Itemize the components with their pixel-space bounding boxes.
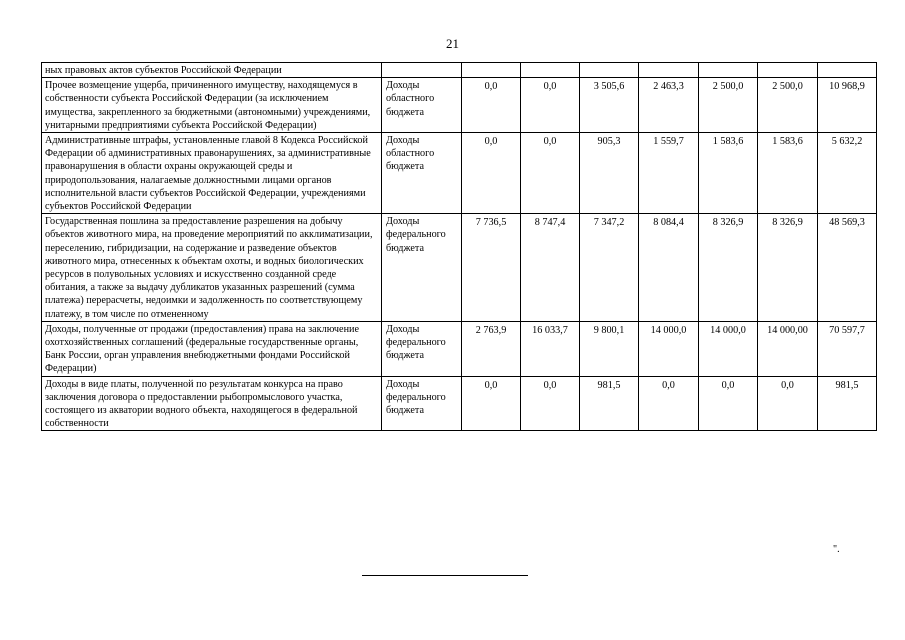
page-number: 21	[446, 36, 459, 51]
row-value: 0,0	[758, 376, 818, 431]
row-value: 8 326,9	[758, 214, 818, 322]
row-value: 905,3	[580, 133, 639, 214]
row-value: 7 736,5	[462, 214, 521, 322]
row-value: 0,0	[639, 376, 699, 431]
row-value: 0,0	[462, 133, 521, 214]
row-value: 1 559,7	[639, 133, 699, 214]
empty-cell	[758, 63, 818, 78]
row-source: Доходы федерального бюджета	[382, 321, 462, 376]
row-source: Доходы федерального бюджета	[382, 214, 462, 322]
revenue-table	[41, 62, 877, 431]
row-value: 14 000,0	[699, 321, 758, 376]
row-value: 3 505,6	[580, 78, 639, 133]
row-total: 10 968,9	[818, 78, 877, 133]
row-description: Административные штрафы, установленные главой 8 Кодекса Российской Федерации об административных правонарушениях, за административные правонарушения в области охраны окружающей среды и природопользования, налагаемые должностными лицами органов исполнительной власти субъектов Российской Федерации, учреждениями субъектов Российской Федерации	[42, 133, 382, 214]
row-description: Доходы в виде платы, полученной по результатам конкурса на право заключения договора о предоставлении рыбопромыслового участка, состоящего из акватории водного объекта, находящегося в федеральной собственности	[42, 376, 382, 431]
row-value: 1 583,6	[758, 133, 818, 214]
table-row	[42, 78, 877, 133]
empty-cell	[382, 63, 462, 78]
row-description: Государственная пошлина за предоставление разрешения на добычу объектов животного мира, на проведение мероприятий по акклиматизации, переселению, гибридизации, на содержание и разведение объектов животного мира, отнесенных к объектам охоты, и водных биологических ресурсов в полувольных условиях и искусственно созданной среде обитания, а также за выдачу дубликатов указанных разрешений (сумма платежа) перерасчеты, недоимки и задолженность по соответствующему платежу, в том числе по отмененному	[42, 214, 382, 322]
row-source: Доходы областного бюджета	[382, 133, 462, 214]
empty-cell	[818, 63, 877, 78]
row-value: 2 463,3	[639, 78, 699, 133]
row-value: 8 747,4	[521, 214, 580, 322]
row-source: Доходы федерального бюджета	[382, 376, 462, 431]
row-description: Прочее возмещение ущерба, причиненного имуществу, находящемуся в собственности субъекта Российской Федерации (за исключением имущества, закрепленного за бюджетными (автономными) учреждениями, унитарными предприятиями субъекта Российской Федерации)	[42, 78, 382, 133]
row-value: 14 000,00	[758, 321, 818, 376]
row-value: 981,5	[580, 376, 639, 431]
row-total: 70 597,7	[818, 321, 877, 376]
closing-quote-mark: ".	[833, 544, 840, 555]
empty-cell	[699, 63, 758, 78]
row-total: 48 569,3	[818, 214, 877, 322]
row-value: 14 000,0	[639, 321, 699, 376]
table-row	[42, 376, 877, 431]
table-row	[42, 321, 877, 376]
row-value: 7 347,2	[580, 214, 639, 322]
table-row	[42, 133, 877, 214]
row-value: 0,0	[462, 376, 521, 431]
row-value: 16 033,7	[521, 321, 580, 376]
row-value: 9 800,1	[580, 321, 639, 376]
row-value: 8 084,4	[639, 214, 699, 322]
footer-divider	[362, 575, 528, 576]
row-description: Доходы, полученные от продажи (предоставления) права на заключение охотхозяйственных соглашений (федеральные государственные органы, Банк России, орган управления внебюджетными фондами Российской Федерации)	[42, 321, 382, 376]
row-value: 1 583,6	[699, 133, 758, 214]
empty-cell	[521, 63, 580, 78]
empty-cell	[639, 63, 699, 78]
row-value: 2 500,0	[758, 78, 818, 133]
row-value: 0,0	[462, 78, 521, 133]
row-value: 2 763,9	[462, 321, 521, 376]
row-value: 0,0	[521, 133, 580, 214]
row-value: 0,0	[521, 78, 580, 133]
row-total: 981,5	[818, 376, 877, 431]
row-value: 2 500,0	[699, 78, 758, 133]
table-row-continuation	[42, 63, 877, 78]
row-total: 5 632,2	[818, 133, 877, 214]
row-source: Доходы областного бюджета	[382, 78, 462, 133]
continuation-text: ных правовых актов субъектов Российской Федерации	[42, 63, 382, 78]
row-value: 8 326,9	[699, 214, 758, 322]
row-value: 0,0	[699, 376, 758, 431]
row-value: 0,0	[521, 376, 580, 431]
empty-cell	[462, 63, 521, 78]
table-row	[42, 214, 877, 322]
empty-cell	[580, 63, 639, 78]
